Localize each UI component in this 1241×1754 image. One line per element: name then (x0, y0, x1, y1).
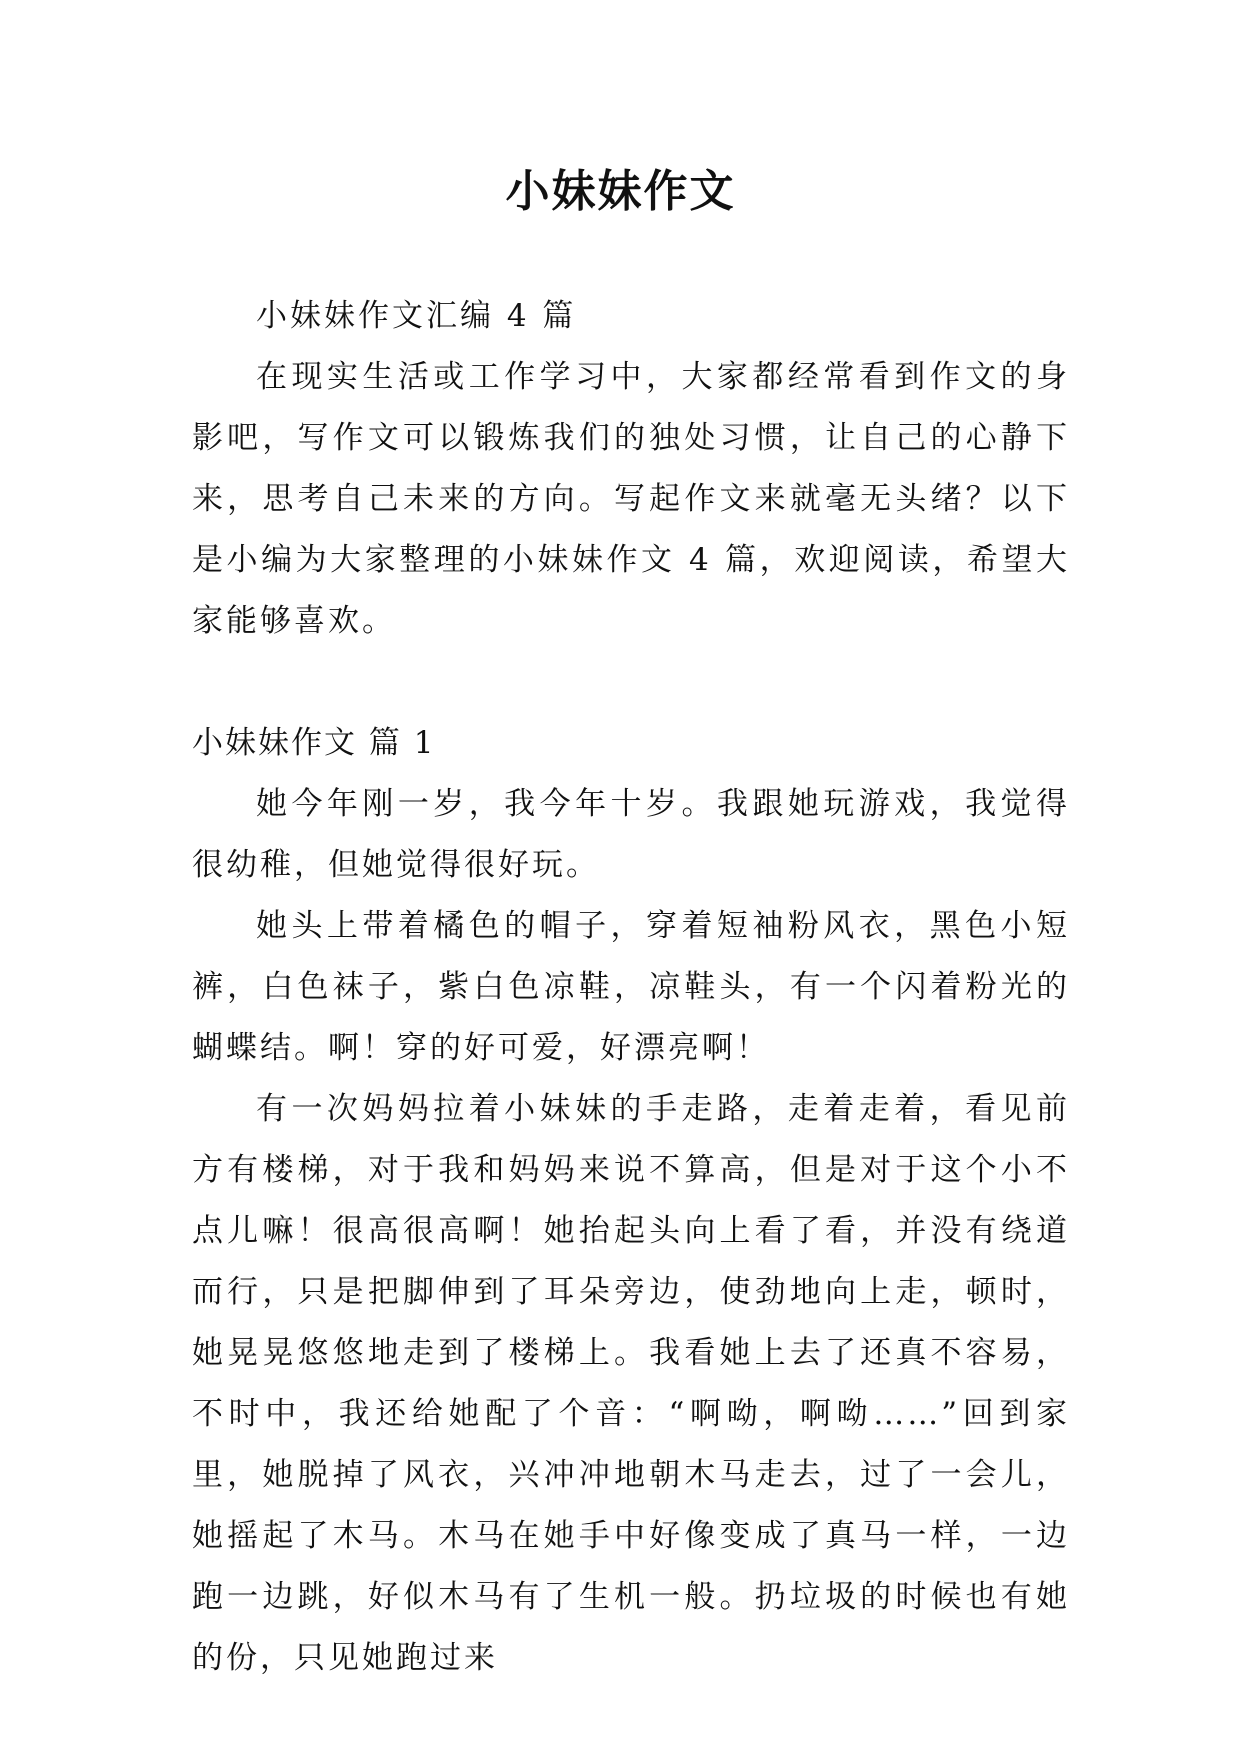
body-paragraph: 她今年刚一岁，我今年十岁。我跟她玩游戏，我觉得很幼稚，但她觉得很好玩。 (192, 786, 1070, 883)
body-paragraph: 有一次妈妈拉着小妹妹的手走路，走着走着，看见前方有楼梯，对于我和妈妈来说不算高，但是对于这个小不点儿嘛！很高很高啊！她抬起头向上看了看，并没有绕道而行，只是把脚伸到了耳朵旁边，使劲地向上走，顿时，她晃晃悠悠地走到了楼梯上。我看她上去了还真不容易，不时中，我还给她配了个音：“啊呦，啊呦……”回到家里，她脱掉了风衣，兴冲冲地朝木马走去，过了一会儿，她摇起了木马。木马在她手中好像变成了真马一样，一边跑一边跳，好似木马有了生机一般。扔垃圾的时候也有她的份，只见她跑过来 (192, 1091, 1070, 1676)
collection-subtitle: 小妹妹作文汇编 4 篇 (256, 298, 577, 334)
section-heading: 小妹妹作文 篇 1 (192, 725, 436, 761)
document-body (192, 286, 1070, 1689)
intro-paragraph: 在现实生活或工作学习中，大家都经常看到作文的身影吧，写作文可以锻炼我们的独处习惯，让自己的心静下来，思考自己未来的方向。写起作文来就毫无头绪？以下是小编为大家整理的小妹妹作文 4 篇，欢迎阅读，希望大家能够喜欢。 (192, 359, 1070, 639)
document-title: 小妹妹作文 (505, 166, 736, 217)
body-paragraph: 她头上带着橘色的帽子，穿着短袖粉风衣，黑色小短裤，白色袜子，紫白色凉鞋，凉鞋头，有一个闪着粉光的蝴蝶结。啊！穿的好可爱，好漂亮啊！ (192, 908, 1070, 1066)
